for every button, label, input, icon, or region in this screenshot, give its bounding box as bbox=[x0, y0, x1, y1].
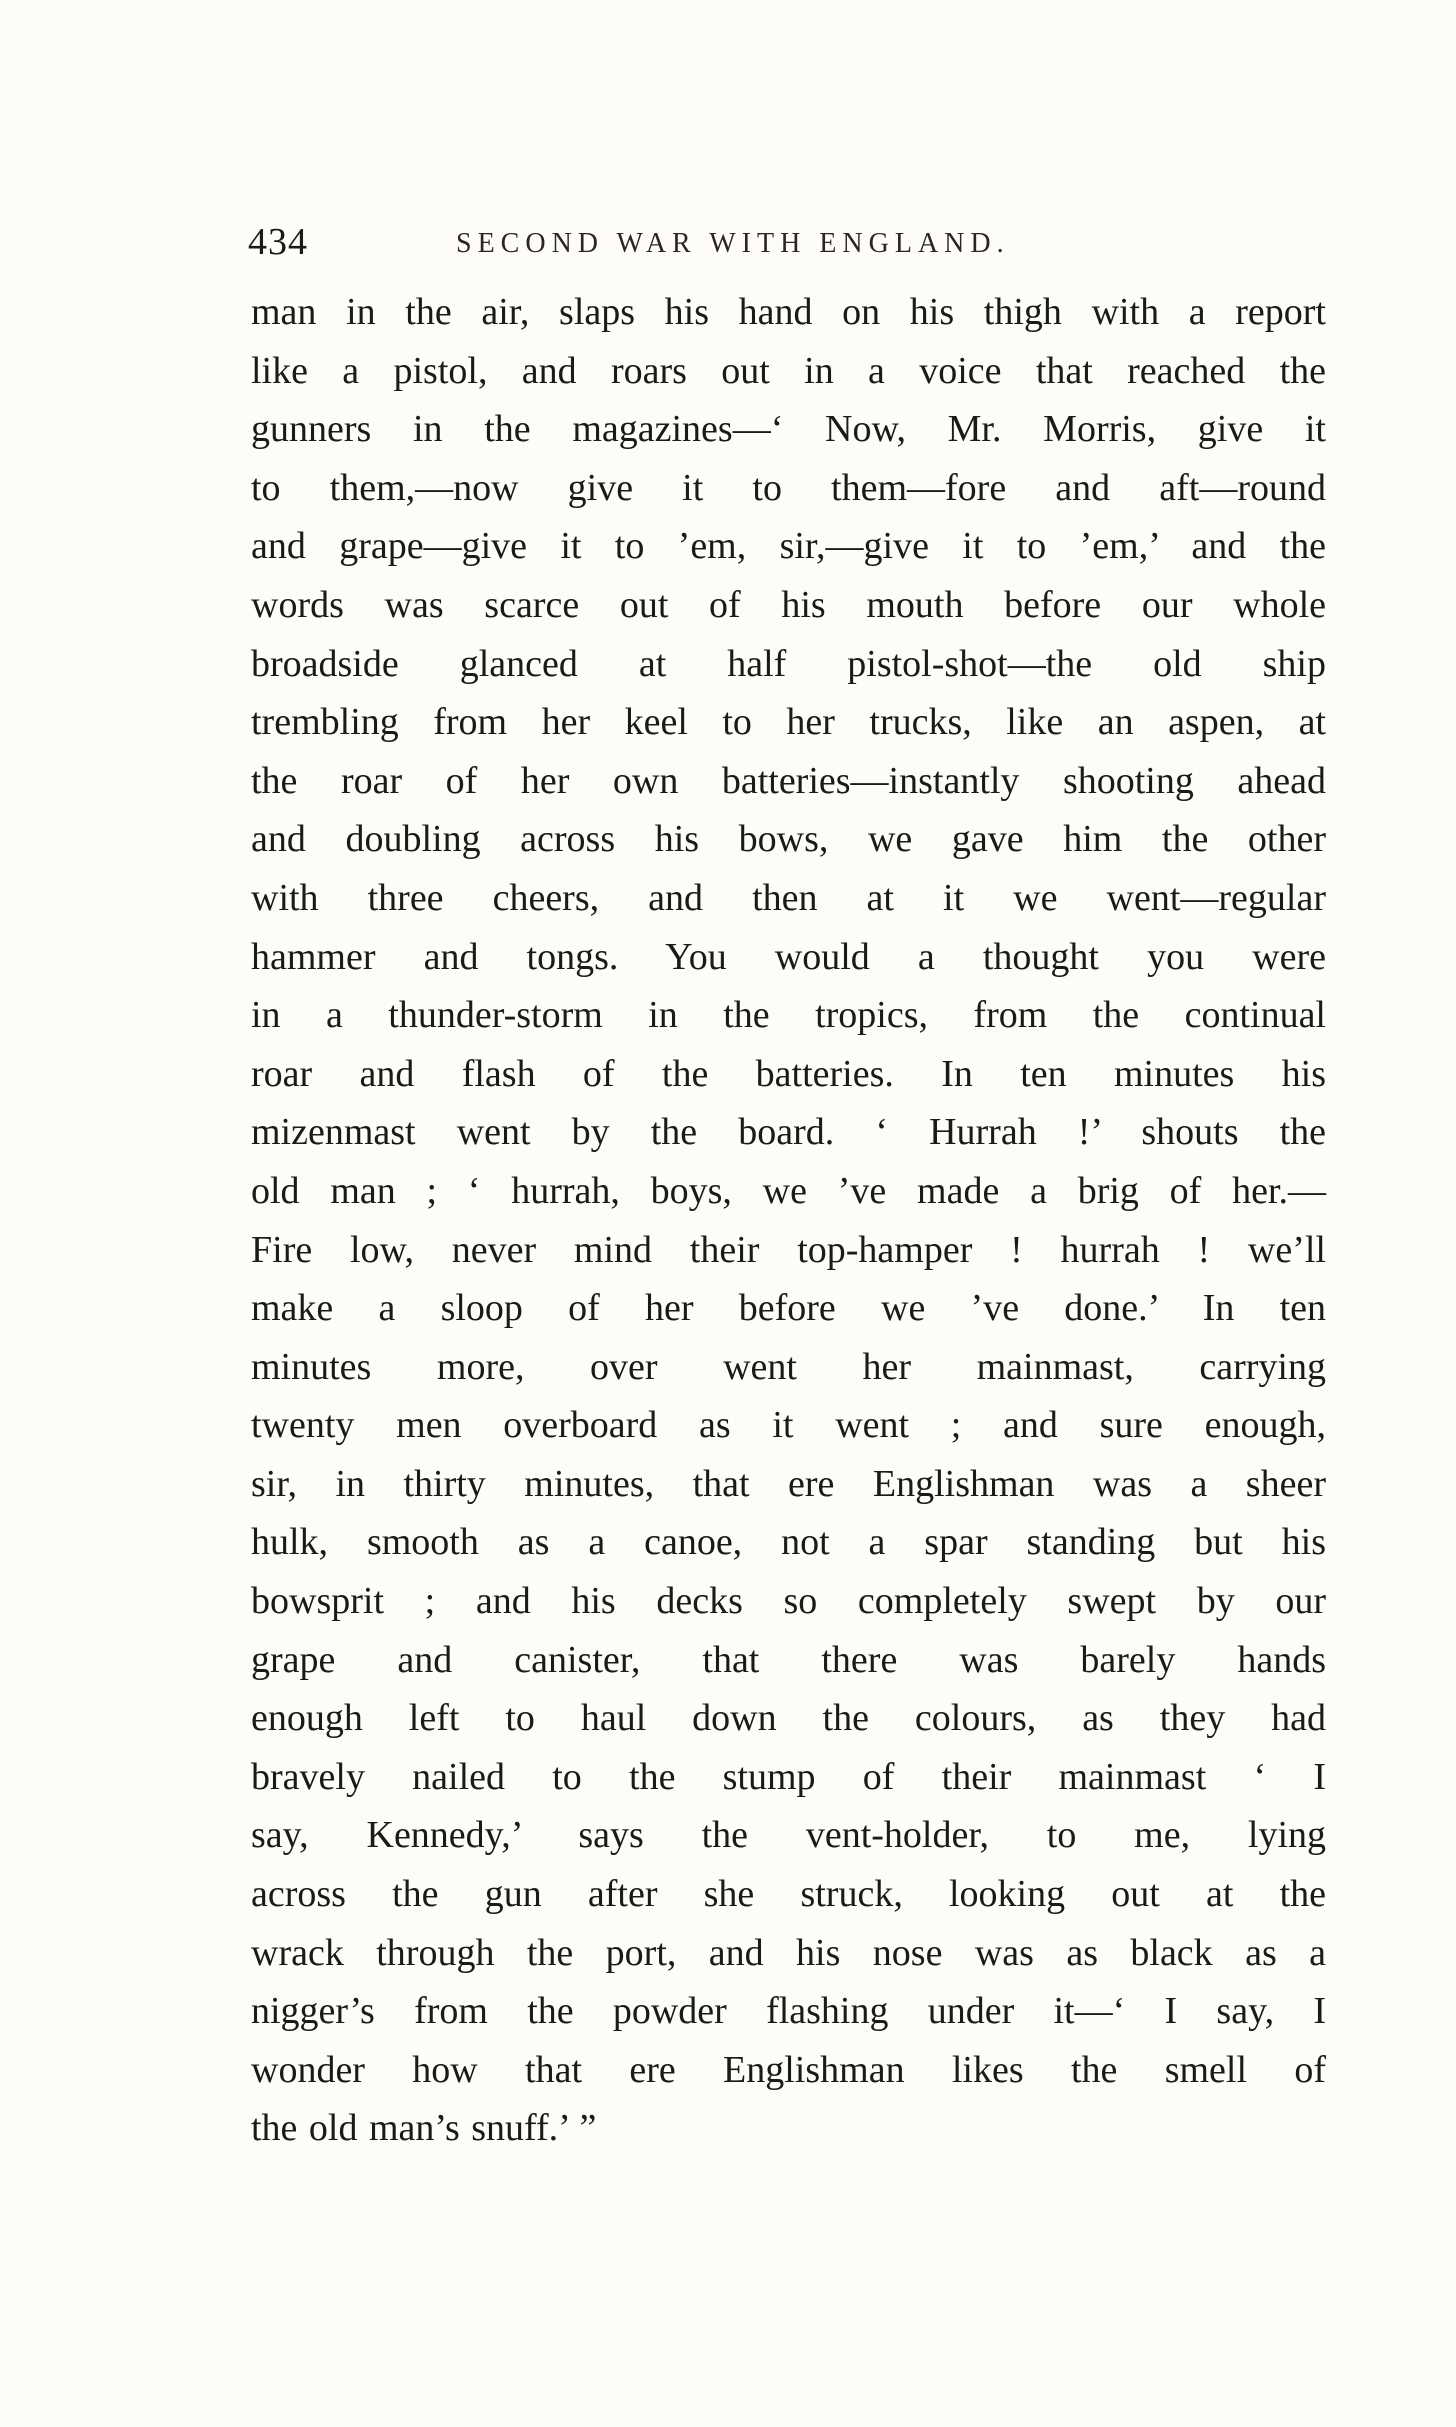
text-line: say, Kennedy,’ says the vent-holder, to me, lying bbox=[251, 1814, 1326, 1857]
text-line: wrack through the port, and his nose was as black as a bbox=[251, 1931, 1326, 1974]
text-line: enough left to haul down the colours, as they had bbox=[251, 1697, 1326, 1740]
page-number: 434 bbox=[248, 221, 308, 263]
text-line: make a sloop of her before we ’ve done.’ In ten bbox=[251, 1287, 1326, 1330]
text-line: in a thunder-storm in the tropics, from the continual bbox=[251, 994, 1326, 1037]
text-line: man in the air, slaps his hand on his thigh with a report bbox=[251, 291, 1326, 333]
text-line: the roar of her own batteries—instantly shooting ahead bbox=[251, 759, 1326, 802]
text-line: old man ; ‘ hurrah, boys, we ’ve made a brig of her.— bbox=[251, 1169, 1326, 1212]
body-text bbox=[251, 283, 1326, 2158]
text-line: hammer and tongs. You would a thought you were bbox=[251, 935, 1326, 978]
text-line: twenty men overboard as it went ; and sure enough, bbox=[251, 1404, 1326, 1447]
text-line: nigger’s from the powder flashing under it—‘ I say, I bbox=[251, 1990, 1326, 2033]
text-line: across the gun after she struck, looking out at the bbox=[251, 1873, 1326, 1916]
text-line: Fire low, never mind their top-hamper ! hurrah ! we’ll bbox=[251, 1228, 1326, 1271]
running-head bbox=[248, 214, 1328, 270]
text-line: bravely nailed to the stump of their mainmast ‘ I bbox=[251, 1755, 1326, 1798]
text-line: broadside glanced at half pistol-shot—the old ship bbox=[251, 642, 1326, 685]
text-line: and grape—give it to ’em, sir,—give it to ’em,’ and the bbox=[251, 525, 1326, 568]
text-line: trembling from her keel to her trucks, like an aspen, at bbox=[251, 701, 1326, 744]
text-line: grape and canister, that there was barely hands bbox=[251, 1638, 1326, 1681]
text-line: minutes more, over went her mainmast, carrying bbox=[251, 1345, 1326, 1388]
text-line: roar and flash of the batteries. In ten minutes his bbox=[251, 1052, 1326, 1095]
text-line: wonder how that ere Englishman likes the smell of bbox=[251, 2048, 1326, 2091]
text-line: and doubling across his bows, we gave him the other bbox=[251, 818, 1326, 861]
text-line: bowsprit ; and his decks so completely swept by our bbox=[251, 1580, 1326, 1623]
text-line: gunners in the magazines—‘ Now, Mr. Morris, give it bbox=[251, 408, 1326, 451]
text-line: like a pistol, and roars out in a voice that reached the bbox=[251, 349, 1326, 392]
text-line: with three cheers, and then at it we went—regular bbox=[251, 876, 1326, 919]
text-line: hulk, smooth as a canoe, not a spar standing but his bbox=[251, 1521, 1326, 1564]
text-line: words was scarce out of his mouth before our whole bbox=[251, 583, 1326, 626]
text-line: to them,—now give it to them—fore and aft—round bbox=[251, 466, 1326, 509]
running-title: SECOND WAR WITH ENGLAND. bbox=[456, 228, 1010, 259]
text-line: sir, in thirty minutes, that ere Englishman was a sheer bbox=[251, 1462, 1326, 1505]
text-line: mizenmast went by the board. ‘ Hurrah !’ shouts the bbox=[251, 1111, 1326, 1154]
text-line: the old man’s snuff.’ ” bbox=[251, 2107, 597, 2150]
